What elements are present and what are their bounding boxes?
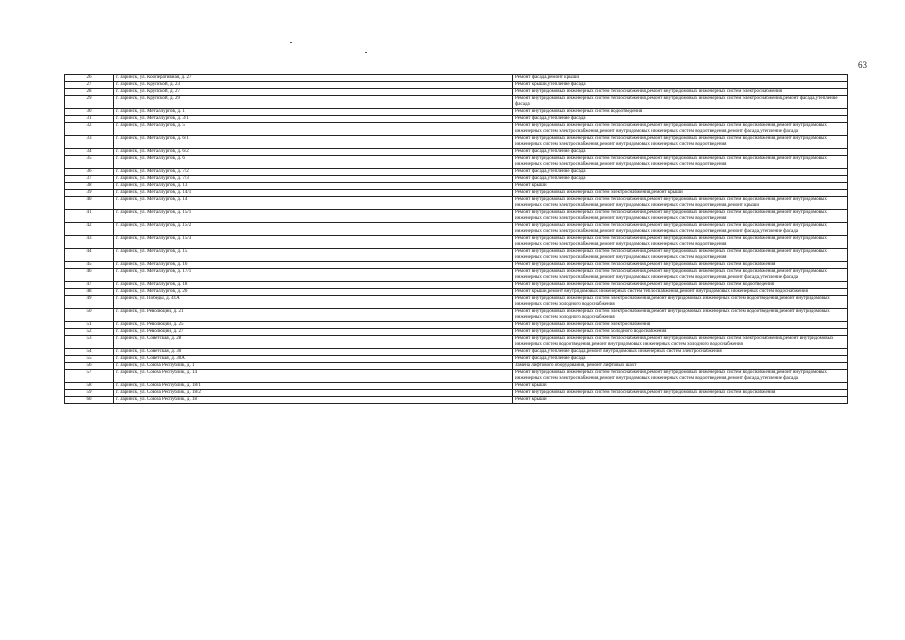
address-cell: г. Заринск, ул. Союза Республик, д. 14 — [114, 370, 513, 383]
work-type-cell: Ремонт внутридомовых инженерных систем теплоснабжения,ремонт внутридомовых инженерных систем электроснабжения,ремонт фасада,утепление фасада — [513, 96, 848, 109]
address-cell: г. Заринск, ул. Металлургов, д. 15/2 — [114, 223, 513, 236]
work-type-cell: Ремонт внутридомовых инженерных систем теплоснабжения,ремонт внутридомовых инженерных систем водоснабжения,ремонт внутридомовых инженерных систем электроснабжения,ремонт внутридомовых инженерных систем водоотведения — [513, 136, 848, 149]
table-row — [65, 289, 848, 296]
row-number-cell: 51 — [65, 322, 114, 329]
row-number-cell: 31 — [65, 116, 114, 123]
work-type-cell: Ремонт внутридомовых инженерных систем теплоснабжения,ремонт внутридомовых инженерных систем водоснабжения — [513, 262, 848, 269]
table-row — [65, 156, 848, 169]
address-cell: г. Заринск, ул. Союза Республик, д. 18/2 — [114, 390, 513, 397]
work-type-cell: Ремонт крыши,ремонт внутридомовых инженерных систем теплоснабжения,ремонт внутридомовых инженерных систем водоснабжения — [513, 289, 848, 296]
table-row — [65, 363, 848, 370]
address-cell: г. Заринск, ул. Металлургов, д. 20 — [114, 289, 513, 296]
address-cell: г. Заринск, ул. Металлургов, д. 14 — [114, 197, 513, 210]
row-number-cell: 35 — [65, 156, 114, 169]
address-cell: г. Заринск, ул. Металлургов, д. 6/1 — [114, 136, 513, 149]
work-type-cell: Ремонт внутридомовых инженерных систем теплоснабжения,ремонт внутридомовых инженерных систем водоснабжения,ремонт внутридомовых инженерных систем электроснабжения,ремонт внутридомовых инженерных систем водоотведения,ремонт фасада,утепление фасада — [513, 223, 848, 236]
row-number-cell: 33 — [65, 136, 114, 149]
work-type-cell: Ремонт фасада,утепление фасада — [513, 169, 848, 176]
work-type-cell: Ремонт крыши — [513, 183, 848, 190]
table-row — [65, 89, 848, 96]
row-number-cell: 58 — [65, 383, 114, 390]
page-number: 63 — [858, 60, 867, 70]
row-number-cell: 53 — [65, 336, 114, 349]
work-type-cell: Ремонт фасада,утепление фасада — [513, 149, 848, 156]
address-cell: г. Заринск, ул. Металлургов, д. 16 — [114, 262, 513, 269]
work-type-cell: Ремонт крыши — [513, 397, 848, 404]
row-number-cell: 41 — [65, 210, 114, 223]
table-row — [65, 96, 848, 109]
table-row — [65, 210, 848, 223]
address-cell: г. Заринск, ул. Металлургов, д. 6 — [114, 156, 513, 169]
work-type-cell: Ремонт внутридомовых инженерных систем электроснабжения — [513, 322, 848, 329]
table-row — [65, 356, 848, 363]
work-type-cell: Ремонт внутридомовых инженерных систем электроснабжения,ремонт внутридомовых инженерных систем водоотведения,ремонт внутридомовых инженерных систем холодного водоснабжения — [513, 309, 848, 322]
table-row — [65, 329, 848, 336]
row-number-cell: 38 — [65, 183, 114, 190]
table-row — [65, 190, 848, 197]
table-row — [65, 397, 848, 404]
row-number-cell: 60 — [65, 397, 114, 404]
row-number-cell: 47 — [65, 282, 114, 289]
table-row — [65, 269, 848, 282]
address-cell: г. Заринск, ул. Металлургов, д. 7/2 — [114, 169, 513, 176]
work-type-cell: Ремонт крыши — [513, 383, 848, 390]
row-number-cell: 37 — [65, 176, 114, 183]
address-cell: г. Заринск, ул. Советская, д. 30А — [114, 356, 513, 363]
address-cell: г. Заринск, ул. Революции, д. 25 — [114, 322, 513, 329]
row-number-cell: 52 — [65, 329, 114, 336]
address-cell: г. Заринск, ул. Советская, д. 30 — [114, 349, 513, 356]
row-number-cell: 54 — [65, 349, 114, 356]
address-cell: г. Заринск, ул. Союза Республик, д. 18/1 — [114, 383, 513, 390]
table-row — [65, 296, 848, 309]
table-row — [65, 309, 848, 322]
address-cell: г. Заринск, ул. Крупской, д. 29 — [114, 96, 513, 109]
work-type-cell: Ремонт внутридомовых инженерных систем электроснабжения,ремонт внутридомовых инженерных систем водоотведения,ремонт внутридомовых инженерных систем холодного водоснабжения — [513, 296, 848, 309]
work-type-cell: Ремонт фасада,утепление фасада — [513, 356, 848, 363]
table-row — [65, 82, 848, 89]
address-cell: г. Заринск, ул. Металлургов, д. 6/2 — [114, 149, 513, 156]
address-cell: г. Заринск, ул. Металлургов, д. 5 — [114, 123, 513, 136]
row-number-cell: 46 — [65, 269, 114, 282]
row-number-cell: 40 — [65, 197, 114, 210]
table-row — [65, 223, 848, 236]
row-number-cell: 42 — [65, 223, 114, 236]
row-number-cell: 43 — [65, 236, 114, 249]
work-type-cell: Ремонт внутридомовых инженерных систем электроснабжения,ремонт крыши — [513, 190, 848, 197]
work-type-cell: Ремонт крыши,утепление фасада — [513, 82, 848, 89]
address-cell: г. Заринск, ул. Металлургов, д. 1 — [114, 109, 513, 116]
table-row — [65, 149, 848, 156]
address-cell: г. Заринск, ул. Революции, д. 21 — [114, 309, 513, 322]
address-cell: г. Заринск, ул. Революции, д. 27 — [114, 329, 513, 336]
work-type-cell: Ремонт внутридомовых инженерных систем теплоснабжения,ремонт внутридомовых инженерных систем электроснабжения — [513, 89, 848, 96]
row-number-cell: 44 — [65, 249, 114, 262]
row-number-cell: 30 — [65, 109, 114, 116]
work-type-cell: Ремонт внутридомовых инженерных систем теплоснабжения,ремонт внутридомовых инженерных систем водоснабжения,ремонт внутридомовых инженерных систем электроснабжения,ремонт внутридомовых инженерных систем водоотведения,ремонт фасада,утепление фасада — [513, 370, 848, 383]
table-row — [65, 75, 848, 82]
work-type-cell: Замена лифтового оборудования, ремонт лифтовых шахт — [513, 363, 848, 370]
table-row — [65, 390, 848, 397]
repair-table — [64, 74, 848, 404]
work-type-cell: Ремонт внутридомовых инженерных систем теплоснабжения,ремонт внутридомовых инженерных систем водоснабжения,ремонт внутридомовых инженерных систем электроснабжения,ремонт внутридомовых инженерных систем водоотведения,ремонт крыши — [513, 197, 848, 210]
address-cell: г. Заринск, ул. Кооперативная, д. 27 — [114, 75, 513, 82]
row-number-cell: 56 — [65, 363, 114, 370]
table-row — [65, 169, 848, 176]
table-row — [65, 176, 848, 183]
row-number-cell: 28 — [65, 89, 114, 96]
work-type-cell: Ремонт фасада,утепление фасада — [513, 176, 848, 183]
scan-speck — [290, 42, 292, 43]
address-cell: г. Заринск, ул. Металлургов, д. 7/3 — [114, 176, 513, 183]
work-type-cell: Ремонт внутридомовых инженерных систем водоотведения — [513, 109, 848, 116]
address-cell: г. Заринск, ул. Советская, д. 28 — [114, 336, 513, 349]
work-type-cell: Ремонт внутридомовых инженерных систем теплоснабжения,ремонт внутридомовых инженерных систем водоснабжения,ремонт внутридомовых инженерных систем электроснабжения,ремонт внутридомовых инженерных систем водоотведения,ремонт фасада,утепление фасада — [513, 123, 848, 136]
address-cell: г. Заринск, ул. Металлургов, д. 18 — [114, 282, 513, 289]
work-type-cell: Ремонт внутридомовых инженерных систем теплоснабжения,ремонт внутридомовых инженерных систем водоснабжения,ремонт внутридомовых инженерных систем электроснабжения,ремонт внутридомовых инженерных систем водоотведения — [513, 156, 848, 169]
row-number-cell: 57 — [65, 370, 114, 383]
table-row — [65, 282, 848, 289]
address-cell: г. Заринск, ул. Союза Республик, д. 1 — [114, 363, 513, 370]
table-row — [65, 109, 848, 116]
row-number-cell: 36 — [65, 169, 114, 176]
work-type-cell: Ремонт внутридомовых инженерных систем холодного водоснабжения — [513, 329, 848, 336]
row-number-cell: 32 — [65, 123, 114, 136]
work-type-cell: Ремонт внутридомовых инженерных систем теплоснабжения,ремонт внутридомовых инженерных систем электроснабжения,ремонт внутридомовых инженерных систем водоотведения,ремонт внутридомовых инженерных систем холодного водоснабжения — [513, 336, 848, 349]
address-cell: г. Заринск, ул. Союза Республик, д. 18 — [114, 397, 513, 404]
address-cell: г. Заринск, ул. Металлургов, д. 15/1 — [114, 210, 513, 223]
address-cell: г. Заринск, ул. Металлургов, д. 13 — [114, 183, 513, 190]
work-type-cell: Ремонт внутридомовых инженерных систем теплоснабжения,ремонт внутридомовых инженерных систем водоснабжения — [513, 390, 848, 397]
address-cell: г. Заринск, ул. Металлургов, д. 15 — [114, 249, 513, 262]
table-row — [65, 236, 848, 249]
work-type-cell: Ремонт внутридомовых инженерных систем теплоснабжения,ремонт внутридомовых инженерных систем водоснабжения,ремонт внутридомовых инженерных систем электроснабжения,ремонт внутридомовых инженерных систем водоотведения — [513, 236, 848, 249]
table-row — [65, 262, 848, 269]
row-number-cell: 34 — [65, 149, 114, 156]
address-cell: г. Заринск, ул. Металлургов, д. 17/1 — [114, 269, 513, 282]
table-row — [65, 349, 848, 356]
table-row — [65, 136, 848, 149]
row-number-cell: 59 — [65, 390, 114, 397]
row-number-cell: 26 — [65, 75, 114, 82]
address-cell: г. Заринск, ул. Металлургов, д. 3/1 — [114, 116, 513, 123]
table-row — [65, 322, 848, 329]
work-type-cell: Ремонт внутридомовых инженерных систем теплоснабжения,ремонт внутридомовых инженерных систем водоснабжения,ремонт внутридомовых инженерных систем электроснабжения,ремонт внутридомовых инженерных систем водоотведения,ремонт фасада,утепление фасада — [513, 269, 848, 282]
table-row — [65, 116, 848, 123]
row-number-cell: 27 — [65, 82, 114, 89]
work-type-cell: Ремонт фасада,утепление фасада,ремонт внутридомовых инженерных систем электроснабжения — [513, 349, 848, 356]
address-cell: г. Заринск, ул. Крупской, д. 27 — [114, 89, 513, 96]
row-number-cell: 39 — [65, 190, 114, 197]
table-row — [65, 370, 848, 383]
table-row — [65, 336, 848, 349]
row-number-cell: 50 — [65, 309, 114, 322]
row-number-cell: 45 — [65, 262, 114, 269]
table-row — [65, 249, 848, 262]
table-row — [65, 197, 848, 210]
address-cell: г. Заринск, ул. Металлургов, д. 15/3 — [114, 236, 513, 249]
row-number-cell: 48 — [65, 289, 114, 296]
work-type-cell: Ремонт внутридомовых инженерных систем теплоснабжения,ремонт внутридомовых инженерных систем водоотведения — [513, 282, 848, 289]
address-cell: г. Заринск, ул. Крупской, д. 23 — [114, 82, 513, 89]
table-body — [65, 75, 848, 404]
row-number-cell: 49 — [65, 296, 114, 309]
row-number-cell: 55 — [65, 356, 114, 363]
table-row — [65, 183, 848, 190]
work-type-cell: Ремонт внутридомовых инженерных систем теплоснабжения,ремонт внутридомовых инженерных систем водоснабжения,ремонт внутридомовых инженерных систем электроснабжения,ремонт внутридомовых инженерных систем водоотведения — [513, 210, 848, 223]
table-row — [65, 383, 848, 390]
work-type-cell: Ремонт внутридомовых инженерных систем теплоснабжения,ремонт внутридомовых инженерных систем водоснабжения,ремонт внутридомовых инженерных систем электроснабжения,ремонт внутридомовых инженерных систем водоотведения — [513, 249, 848, 262]
row-number-cell: 29 — [65, 96, 114, 109]
work-type-cell: Ремонт фасада,ремонт крыши — [513, 75, 848, 82]
work-type-cell: Ремонт фасада,утепление фасада — [513, 116, 848, 123]
table-row — [65, 123, 848, 136]
address-cell: г. Заринск, ул. Победы, д. 41А — [114, 296, 513, 309]
scan-speck — [365, 52, 367, 53]
address-cell: г. Заринск, ул. Металлургов, д. 14/1 — [114, 190, 513, 197]
